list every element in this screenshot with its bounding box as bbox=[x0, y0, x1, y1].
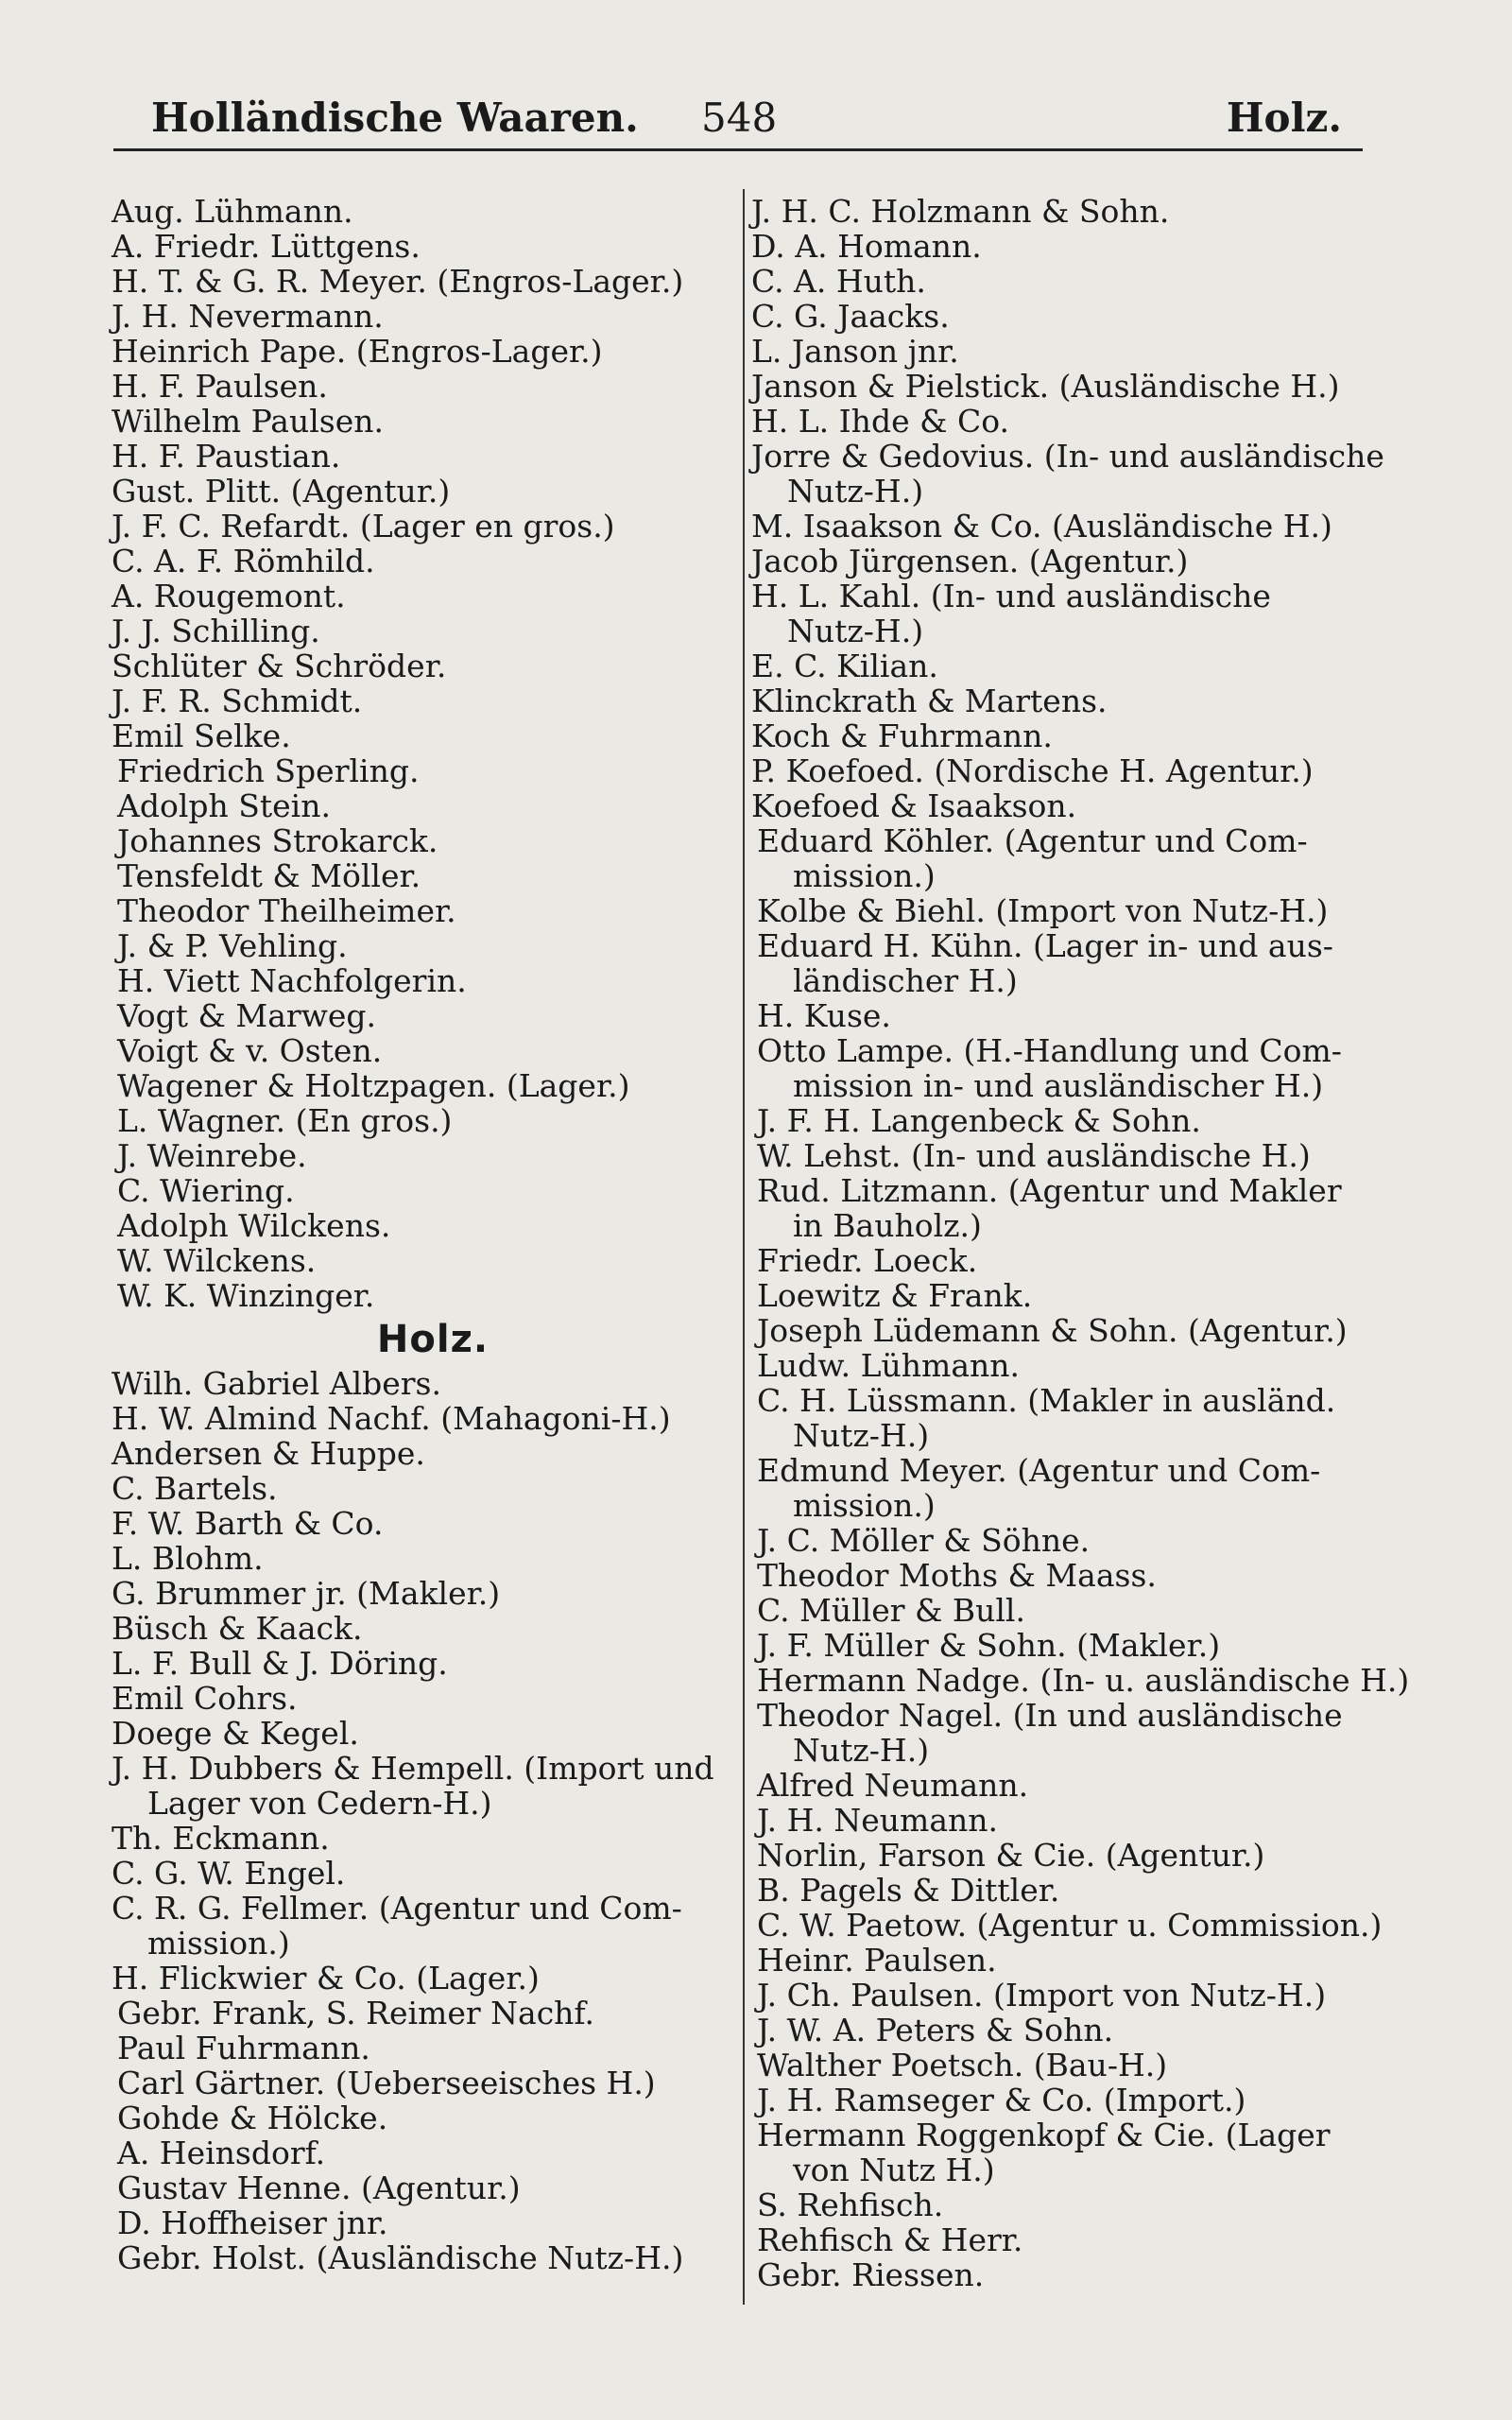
entry-text: Adolph Stein. bbox=[117, 787, 331, 824]
entry-text: E. C. Kilian. bbox=[751, 648, 938, 684]
list-item bbox=[112, 1436, 754, 1471]
entry-continuation: mission.) bbox=[793, 1487, 936, 1524]
entry-text: H. Kuse. bbox=[757, 997, 891, 1034]
entry-text: Klinckrath & Martens. bbox=[751, 683, 1108, 719]
list-item bbox=[112, 1681, 754, 1716]
entry-text: J. H. Ramseger & Co. (Import.) bbox=[757, 2082, 1246, 2118]
entry-text: L. F. Bull & J. Döring. bbox=[112, 1645, 448, 1682]
entry-text: Koefoed & Isaakson. bbox=[751, 787, 1077, 824]
entry-text: Alfred Neumann. bbox=[757, 1767, 1029, 1804]
entry-continuation: Nutz-H.) bbox=[787, 473, 924, 510]
entry-text: Jorre & Gedovius. (In- und ausländische bbox=[751, 438, 1384, 475]
entry-text: D. A. Homann. bbox=[751, 228, 982, 265]
entry-text: J. W. A. Peters & Sohn. bbox=[757, 2012, 1114, 2048]
list-item bbox=[112, 2205, 754, 2240]
list-item bbox=[112, 1506, 754, 1541]
list-item bbox=[112, 1996, 754, 2031]
entry-text: Johannes Strokarck. bbox=[117, 822, 438, 859]
entry-text: D. Hoffheiser jnr. bbox=[117, 2204, 388, 2241]
entry-text: L. Janson jnr. bbox=[751, 333, 959, 370]
entry-text: Norlin, Farson & Cie. (Agentur.) bbox=[757, 1837, 1265, 1874]
entry-text: F. W. Barth & Co. bbox=[112, 1505, 384, 1542]
entry-text: Friedr. Loeck. bbox=[757, 1242, 978, 1279]
list-item bbox=[112, 1208, 754, 1243]
entry-text: Gebr. Holst. (Ausländische Nutz-H.) bbox=[117, 2239, 684, 2276]
list-item bbox=[751, 1662, 1410, 1699]
section-title-holz: Holz. bbox=[376, 1318, 490, 1361]
entry-text: H. Flickwier & Co. (Lager.) bbox=[112, 1960, 540, 1996]
entry-text: A. Rougemont. bbox=[112, 578, 346, 614]
entry-text: L. Wagner. (En gros.) bbox=[117, 1102, 453, 1139]
entry-text: Schlüter & Schröder. bbox=[112, 648, 447, 684]
entry-text: H. W. Almind Nachf. (Mahagoni-H.) bbox=[112, 1400, 671, 1437]
entry-continuation: mission.) bbox=[147, 1925, 290, 1962]
list-item bbox=[751, 404, 1384, 439]
list-item bbox=[751, 648, 1384, 683]
list-item bbox=[112, 614, 754, 648]
list-item bbox=[112, 998, 754, 1033]
list-item bbox=[751, 928, 1384, 998]
list-item bbox=[112, 229, 754, 264]
entry-continuation: Lager von Cedern-H.) bbox=[147, 1785, 492, 1822]
list-item bbox=[751, 823, 1384, 893]
page-number: 548 bbox=[701, 95, 778, 141]
entry-text: Carl Gärtner. (Ueberseeisches H.) bbox=[117, 2065, 656, 2101]
list-item bbox=[751, 683, 1384, 718]
entry-text: Th. Eckmann. bbox=[112, 1820, 330, 1857]
entry-text: H. T. & G. R. Meyer. (Engros-Lager.) bbox=[112, 263, 684, 300]
list-item bbox=[751, 1698, 1384, 1768]
list-item bbox=[112, 579, 754, 614]
entry-continuation: in Bauholz.) bbox=[793, 1207, 982, 1244]
list-item bbox=[112, 334, 754, 369]
list-item bbox=[112, 404, 754, 439]
entry-text: Voigt & v. Osten. bbox=[117, 1032, 383, 1069]
list-item bbox=[112, 893, 754, 928]
left-column bbox=[112, 194, 754, 2275]
entry-text: Emil Selke. bbox=[112, 717, 291, 754]
entry-text: C. A. F. Römhild. bbox=[112, 543, 375, 579]
header-left-title: Holländische Waaren. bbox=[151, 95, 639, 141]
entry-text: J. F. H. Langenbeck & Sohn. bbox=[757, 1102, 1201, 1139]
list-item bbox=[112, 2240, 754, 2275]
list-item bbox=[112, 2031, 754, 2066]
list-item bbox=[751, 1908, 1384, 1943]
entry-text: Gohde & Hölcke. bbox=[117, 2100, 388, 2136]
list-item bbox=[112, 1103, 754, 1138]
entry-text: J. F. R. Schmidt. bbox=[112, 683, 363, 719]
entry-text: Rehfisch & Herr. bbox=[757, 2221, 1023, 2258]
list-item bbox=[112, 753, 754, 788]
list-item bbox=[112, 369, 754, 404]
column-divider bbox=[743, 189, 745, 2305]
list-item bbox=[112, 1891, 754, 1961]
list-item bbox=[112, 544, 754, 579]
list-item bbox=[751, 544, 1384, 579]
entry-text: L. Blohm. bbox=[112, 1540, 264, 1577]
list-item bbox=[112, 474, 754, 509]
list-item bbox=[112, 1173, 754, 1208]
entry-text: C. R. G. Fellmer. (Agentur und Com- bbox=[112, 1890, 682, 1927]
list-item bbox=[751, 893, 1384, 928]
left-entry-list bbox=[112, 194, 754, 1313]
entry-text: Walther Poetsch. (Bau-H.) bbox=[757, 2047, 1168, 2083]
entry-text: Theodor Theilheimer. bbox=[117, 892, 456, 929]
list-item bbox=[751, 2083, 1384, 2118]
entry-continuation: von Nutz H.) bbox=[793, 2152, 995, 2188]
list-item bbox=[112, 1646, 754, 1681]
entry-text: H. L. Ihde & Co. bbox=[751, 403, 1009, 440]
list-item bbox=[751, 1278, 1384, 1313]
list-item bbox=[751, 1383, 1384, 1453]
list-item bbox=[112, 2135, 754, 2170]
entry-text: Otto Lampe. (H.-Handlung und Com- bbox=[757, 1032, 1342, 1069]
list-item bbox=[751, 1348, 1384, 1383]
right-entry-list bbox=[751, 193, 1410, 2293]
entry-text: H. L. Kahl. (In- und ausländische bbox=[751, 578, 1271, 614]
list-item bbox=[112, 1068, 754, 1103]
entry-continuation: mission.) bbox=[793, 857, 936, 894]
holz-entry-list bbox=[112, 1366, 754, 2275]
list-item bbox=[112, 509, 754, 544]
list-item bbox=[112, 1716, 754, 1751]
list-item bbox=[112, 2066, 754, 2100]
entry-text: Theodor Nagel. (In und ausländische bbox=[757, 1697, 1343, 1734]
list-item bbox=[751, 2118, 1384, 2187]
list-item bbox=[751, 1033, 1384, 1103]
list-item bbox=[112, 648, 754, 683]
entry-text: A. Heinsdorf. bbox=[117, 2135, 326, 2171]
header-right-title: Holz. bbox=[1226, 95, 1342, 141]
list-item bbox=[112, 1366, 754, 1401]
list-item bbox=[751, 1803, 1384, 1838]
entry-text: J. Ch. Paulsen. (Import von Nutz-H.) bbox=[757, 1977, 1327, 2014]
entry-text: C. G. Jaacks. bbox=[751, 298, 950, 335]
list-item bbox=[751, 1453, 1384, 1523]
list-item bbox=[112, 439, 754, 474]
list-item bbox=[751, 1173, 1384, 1243]
entry-text: C. Bartels. bbox=[112, 1470, 278, 1507]
entry-text: C. Wiering. bbox=[117, 1172, 295, 1209]
entry-text: Gebr. Frank, S. Reimer Nachf. bbox=[117, 1995, 594, 2031]
list-item bbox=[112, 1541, 754, 1576]
entry-text: Wagener & Holtzpagen. (Lager.) bbox=[117, 1067, 630, 1104]
list-item bbox=[751, 1978, 1384, 2013]
list-item bbox=[751, 334, 1384, 369]
list-item bbox=[751, 229, 1384, 264]
list-item bbox=[751, 788, 1384, 823]
list-item bbox=[751, 369, 1384, 404]
list-item bbox=[751, 753, 1384, 788]
entry-text: H. F. Paulsen. bbox=[112, 368, 328, 405]
header-rule bbox=[113, 148, 1363, 151]
list-item bbox=[751, 509, 1384, 544]
list-item bbox=[112, 1401, 754, 1436]
list-item bbox=[751, 2222, 1384, 2257]
list-item bbox=[112, 2170, 754, 2205]
list-item bbox=[751, 1873, 1384, 1908]
entry-text: Ludw. Lühmann. bbox=[757, 1347, 1020, 1384]
entry-text: Jacob Jürgensen. (Agentur.) bbox=[751, 543, 1189, 579]
entry-text: Gustav Henne. (Agentur.) bbox=[117, 2169, 521, 2206]
entry-text: Friedrich Sperling. bbox=[117, 752, 420, 789]
list-item bbox=[112, 1138, 754, 1173]
list-item bbox=[112, 299, 754, 334]
entry-text: Heinrich Pape. (Engros-Lager.) bbox=[112, 333, 603, 370]
entry-text: P. Koefoed. (Nordische H. Agentur.) bbox=[751, 752, 1314, 789]
entry-text: J. H. Dubbers & Hempell. (Import und bbox=[112, 1750, 714, 1787]
list-item bbox=[751, 1243, 1384, 1278]
entry-text: W. Wilckens. bbox=[117, 1242, 317, 1279]
list-item bbox=[751, 2013, 1384, 2048]
list-item bbox=[751, 1943, 1384, 1978]
entry-text: Theodor Moths & Maass. bbox=[757, 1557, 1157, 1594]
entry-text: Hermann Nadge. (In- u. ausländische H.) bbox=[757, 1662, 1410, 1699]
list-item bbox=[112, 1611, 754, 1646]
list-item bbox=[112, 718, 754, 753]
entry-text: Koch & Fuhrmann. bbox=[751, 717, 1053, 754]
list-item bbox=[751, 439, 1384, 509]
entry-text: J. H. C. Holzmann & Sohn. bbox=[751, 193, 1170, 230]
list-item bbox=[751, 299, 1384, 334]
entry-text: Emil Cohrs. bbox=[112, 1680, 298, 1717]
entry-text: Kolbe & Biehl. (Import von Nutz-H.) bbox=[757, 892, 1329, 929]
list-item bbox=[751, 194, 1384, 229]
entry-text: Wilhelm Paulsen. bbox=[112, 403, 384, 440]
list-item bbox=[112, 858, 754, 893]
list-item bbox=[751, 1523, 1384, 1558]
entry-text: C. Müller & Bull. bbox=[757, 1592, 1025, 1629]
entry-text: M. Isaakson & Co. (Ausländische H.) bbox=[751, 508, 1332, 544]
entry-text: Rud. Litzmann. (Agentur und Makler bbox=[757, 1172, 1342, 1209]
list-item bbox=[112, 1751, 754, 1821]
entry-text: Heinr. Paulsen. bbox=[757, 1942, 997, 1979]
entry-text: Tensfeldt & Möller. bbox=[117, 857, 421, 894]
entry-text: Andersen & Huppe. bbox=[112, 1435, 425, 1472]
list-item bbox=[112, 264, 754, 299]
entry-text: Paul Fuhrmann. bbox=[117, 2030, 370, 2066]
entry-text: C. H. Lüssmann. (Makler in ausländ. bbox=[757, 1382, 1336, 1419]
entry-continuation: Nutz-H.) bbox=[787, 613, 924, 649]
list-item bbox=[751, 2257, 1384, 2292]
entry-text: Loewitz & Frank. bbox=[757, 1277, 1033, 1314]
list-item bbox=[112, 963, 754, 998]
entry-text: H. F. Paustian. bbox=[112, 438, 341, 475]
entry-text: Adolph Wilckens. bbox=[117, 1207, 391, 1244]
page-header bbox=[113, 95, 1361, 151]
list-item bbox=[112, 1033, 754, 1068]
list-item bbox=[112, 1961, 754, 1996]
entry-continuation: Nutz-H.) bbox=[793, 1417, 930, 1454]
entry-text: Eduard Köhler. (Agentur und Com- bbox=[757, 822, 1308, 859]
entry-text: Gust. Plitt. (Agentur.) bbox=[112, 473, 451, 510]
entry-text: S. Rehfisch. bbox=[757, 2187, 944, 2223]
entry-text: Hermann Roggenkopf & Cie. (Lager bbox=[757, 2117, 1331, 2153]
entry-text: Edmund Meyer. (Agentur und Com- bbox=[757, 1452, 1321, 1489]
entry-continuation: mission in- und ausländischer H.) bbox=[793, 1067, 1324, 1104]
list-item bbox=[112, 2100, 754, 2135]
list-item bbox=[751, 718, 1384, 753]
list-item bbox=[751, 1768, 1384, 1803]
list-item bbox=[112, 1821, 754, 1856]
list-item bbox=[112, 683, 754, 718]
entry-text: C. W. Paetow. (Agentur u. Commission.) bbox=[757, 1907, 1383, 1944]
entry-text: G. Brummer jr. (Makler.) bbox=[112, 1575, 501, 1612]
list-item bbox=[112, 928, 754, 963]
list-item bbox=[751, 1138, 1384, 1173]
entry-text: C. G. W. Engel. bbox=[112, 1855, 346, 1892]
list-item bbox=[112, 1243, 754, 1278]
list-item bbox=[112, 823, 754, 858]
entry-text: A. Friedr. Lüttgens. bbox=[112, 228, 421, 265]
entry-text: Doege & Kegel. bbox=[112, 1715, 359, 1752]
list-item bbox=[751, 264, 1384, 299]
entry-text: J. & P. Vehling. bbox=[117, 927, 348, 964]
entry-text: Janson & Pielstick. (Ausländische H.) bbox=[751, 368, 1340, 405]
entry-text: W. K. Winzinger. bbox=[117, 1277, 375, 1314]
list-item bbox=[751, 1838, 1384, 1873]
entry-text: J. C. Möller & Söhne. bbox=[757, 1522, 1091, 1559]
entry-text: J. F. Müller & Sohn. (Makler.) bbox=[757, 1627, 1221, 1664]
list-item bbox=[751, 2048, 1384, 2083]
entry-text: J. F. C. Refardt. (Lager en gros.) bbox=[112, 508, 615, 544]
entry-text: Aug. Lühmann. bbox=[112, 193, 353, 230]
entry-text: H. Viett Nachfolgerin. bbox=[117, 962, 467, 999]
entry-text: B. Pagels & Dittler. bbox=[757, 1872, 1060, 1909]
entry-text: C. A. Huth. bbox=[751, 263, 926, 300]
list-item bbox=[751, 2187, 1384, 2222]
list-item bbox=[751, 1103, 1384, 1138]
list-item bbox=[751, 1558, 1384, 1593]
list-item bbox=[112, 194, 754, 229]
entry-text: Gebr. Riessen. bbox=[757, 2256, 985, 2293]
list-item bbox=[751, 998, 1384, 1033]
entry-continuation: Nutz-H.) bbox=[793, 1732, 930, 1769]
list-item bbox=[751, 1313, 1384, 1348]
list-item bbox=[112, 1856, 754, 1891]
entry-text: W. Lehst. (In- und ausländische H.) bbox=[757, 1137, 1311, 1174]
entry-continuation: ländischer H.) bbox=[793, 962, 1018, 999]
entry-text: J. J. Schilling. bbox=[112, 613, 320, 649]
entry-text: Joseph Lüdemann & Sohn. (Agentur.) bbox=[757, 1312, 1348, 1349]
entry-text: Büsch & Kaack. bbox=[112, 1610, 363, 1647]
entry-text: Wilh. Gabriel Albers. bbox=[112, 1365, 441, 1402]
list-item bbox=[112, 1278, 754, 1313]
entry-text: Vogt & Marweg. bbox=[117, 997, 377, 1034]
list-item bbox=[112, 1576, 754, 1611]
list-item bbox=[751, 1628, 1384, 1663]
entry-text: J. H. Nevermann. bbox=[112, 298, 384, 335]
list-item bbox=[751, 1593, 1384, 1628]
entry-text: Eduard H. Kühn. (Lager in- und aus- bbox=[757, 927, 1333, 964]
list-item bbox=[751, 579, 1384, 648]
list-item bbox=[112, 1471, 754, 1506]
entry-text: J. Weinrebe. bbox=[117, 1137, 307, 1174]
list-item bbox=[112, 788, 754, 823]
entry-text: J. H. Neumann. bbox=[757, 1802, 999, 1839]
right-column bbox=[751, 193, 1410, 2293]
